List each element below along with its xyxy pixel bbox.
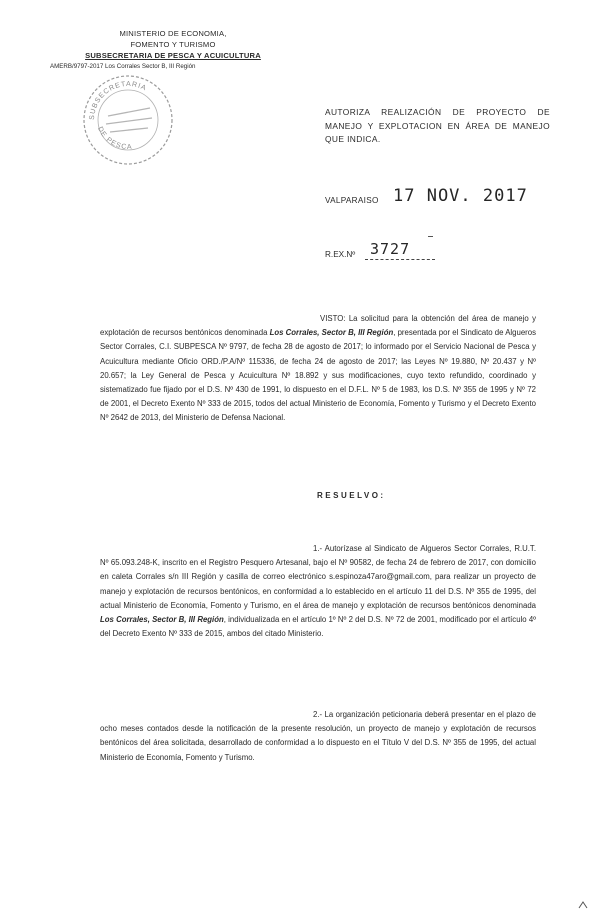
visto-area-name: Los Corrales, Sector B, III Región [269,328,394,338]
header-line-fomento: FOMENTO Y TURISMO [130,40,216,49]
resolution-item-2 [100,708,536,765]
item1-area-name: Los Corrales, Sector B, III Región [100,615,224,625]
visto-text-2: , presentada por el Sindicato de Algueros Sector Corrales, C.I. SUBPESCA Nº 9797, de fecha 28 de agosto de 2017; lo informado por el Servicio Nacional de Pesca y Acuicultura mediante Oficio ORD./P.A/Nº 115336, de fecha 24 de agosto de 2017; las Leyes Nº 19.880, Nº 20.437 y Nº 20.657; la Ley General de Pesca y Acuicultura Nº 18.892 y sus modificaciones, cuyo texto refundido, coordinado y sistematizado fue fijado por el D.S. Nº 430 de 1991, lo dispuesto en el D.F.L. Nº 5 de 1983, los D.S. Nº 355 de 1995 y Nº 72 de 2001, el Decreto Exento Nº 333 de 2015, todos del actual Ministerio de Economía, Fomento y Turismo y el Decreto Exento Nº 2642 de 2013, del Ministerio de Defensa Nacional. [100,328,536,423]
header-line-subsecretaria: SUBSECRETARIA DE PESCA Y ACUICULTURA [85,51,261,60]
resuelvo-heading: RESUELVO: [317,491,386,500]
item2-text: 2.- La organización peticionaria deberá presentar en el plazo de ocho meses contados desde la notificación de la presente resolución, un proyecto de manejo y explotación de recursos bentónicos del área solicitada, desarrollado de conformidad a lo dispuesto en el Título V del D.S. Nº 355 de 1995, del actual Ministerio de Economía, Fomento y Turismo. [100,710,536,762]
item1-text-1: 1.- Autorízase al Sindicato de Algueros Sector Corrales, R.U.T. Nº 65.093.248-K, inscrito en el Registro Pesquero Artesanal, bajo el Nº 90582, de fecha 24 de febrero de 2017, con domicilio en caleta Corrales s/n III Región y casilla de correo electrónico s.espinoza47aro@gmail.com, para realizar un proyecto de manejo y explotación de recursos bentónicos, en conformidad a lo establecido en el artículo 11 del D.S. Nº 355 de 1995, del actual Ministerio de Economía, Fomento y Turismo, en el área de manejo y explotación de recursos bentónicos denominada [100,544,536,610]
visto-label: VISTO: [320,314,346,323]
office-stamp [78,68,178,168]
date-stamp: 17 NOV. 2017 [393,186,528,206]
stamp-text-top: SUBSECRETARIA [88,80,148,121]
corner-mark-icon [578,900,588,910]
resolution-number-underline [365,259,435,260]
resolution-prefix: R.EX.Nº [325,250,356,259]
visto-section [100,312,536,426]
tick-mark [428,236,433,237]
place-label: VALPARAISO [325,196,379,205]
resolution-item-1 [100,542,536,641]
item1-text-2: , individualizada en el artículo 1º Nº 2 del D.S. Nº 72 de 2001, modificado por el artículo 4º del Decreto Exento Nº 333 de 2015, ambos del citado Ministerio. [100,615,537,639]
resolution-subject: AUTORIZA REALIZACIÓN DE PROYECTO DE MANEJO Y EXPLOTACION EN ÁREA DE MANEJO QUE INDICA. [325,107,550,144]
header-reference: AMERB/9797-2017 Los Corrales Sector B, III Región [50,63,196,70]
ministry-header [50,28,288,72]
visto-text-1: La solicitud para la obtención del área de manejo y explotación de recursos bentónicos denominada [100,314,536,338]
header-line-ministry: MINISTERIO DE ECONOMIA, [119,29,227,38]
stamp-text-bottom: DE PESCA [96,125,133,151]
resolution-number: 3727 [370,240,411,258]
